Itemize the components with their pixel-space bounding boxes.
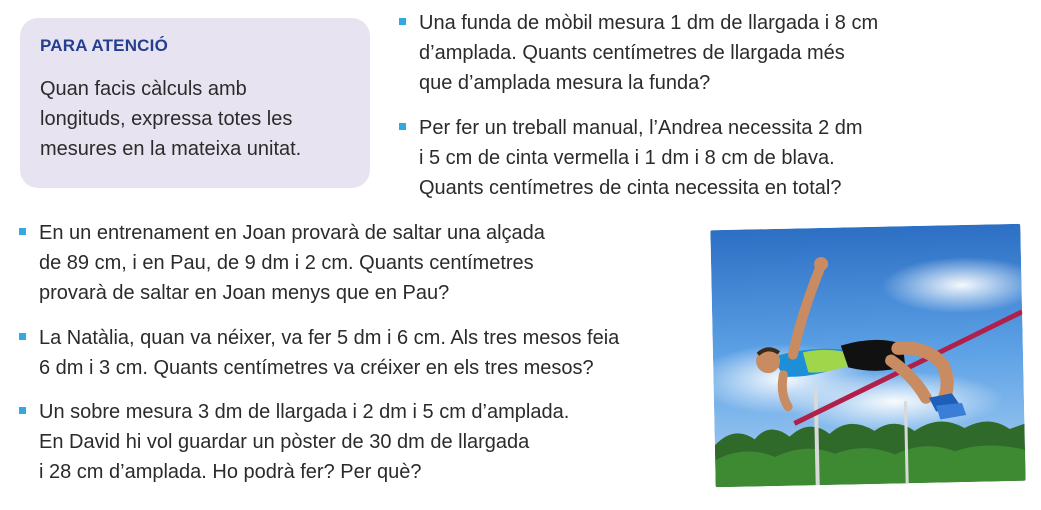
exercise-line: 6 dm i 3 cm. Quants centímetres va créixer en els tres mesos? bbox=[39, 357, 594, 379]
exercise-line: que d’amplada mesura la funda? bbox=[419, 72, 711, 94]
exercise-item bbox=[19, 397, 569, 487]
bullet-icon bbox=[399, 123, 406, 130]
high-jump-illustration bbox=[710, 224, 1025, 487]
bullet-icon bbox=[19, 407, 26, 414]
exercise-line: Per fer un treball manual, l’Andrea necessita 2 dm bbox=[419, 117, 863, 139]
exercise-item bbox=[399, 113, 863, 203]
exercise-line: En David hi vol guardar un pòster de 30 dm de llargada bbox=[39, 431, 530, 453]
exercise-line: Una funda de mòbil mesura 1 dm de llargada i 8 cm bbox=[419, 12, 879, 34]
bullet-icon bbox=[399, 18, 406, 25]
note-body bbox=[40, 74, 360, 164]
exercise-line: En un entrenament en Joan provarà de saltar una alçada bbox=[39, 222, 545, 244]
note-line: longituds, expressa totes les bbox=[40, 108, 293, 130]
attention-note-box bbox=[20, 18, 370, 188]
exercise-line: i 5 cm de cinta vermella i 1 dm i 8 cm de blava. bbox=[419, 147, 835, 169]
exercise-line: La Natàlia, quan va néixer, va fer 5 dm i 6 cm. Als tres mesos feia bbox=[39, 327, 620, 349]
exercise-line: provarà de saltar en Joan menys que en Pau? bbox=[39, 282, 450, 304]
exercise-line: d’amplada. Quants centímetres de llargada més bbox=[419, 42, 845, 64]
exercise-line: de 89 cm, i en Pau, de 9 dm i 2 cm. Quants centímetres bbox=[39, 252, 534, 274]
bullet-icon bbox=[19, 333, 26, 340]
high-jump-photo bbox=[710, 224, 1025, 487]
exercise-item bbox=[399, 8, 878, 98]
bullet-icon bbox=[19, 228, 26, 235]
exercise-item bbox=[19, 218, 545, 308]
exercise-line: i 28 cm d’amplada. Ho podrà fer? Per què? bbox=[39, 461, 422, 483]
note-line: Quan facis càlculs amb bbox=[40, 78, 247, 100]
note-line: mesures en la mateixa unitat. bbox=[40, 138, 302, 160]
exercise-line: Quants centímetres de cinta necessita en total? bbox=[419, 177, 842, 199]
exercise-line: Un sobre mesura 3 dm de llargada i 2 dm i 5 cm d’amplada. bbox=[39, 401, 570, 423]
note-title: PARA ATENCIÓ bbox=[40, 36, 169, 55]
exercise-item bbox=[19, 323, 619, 383]
